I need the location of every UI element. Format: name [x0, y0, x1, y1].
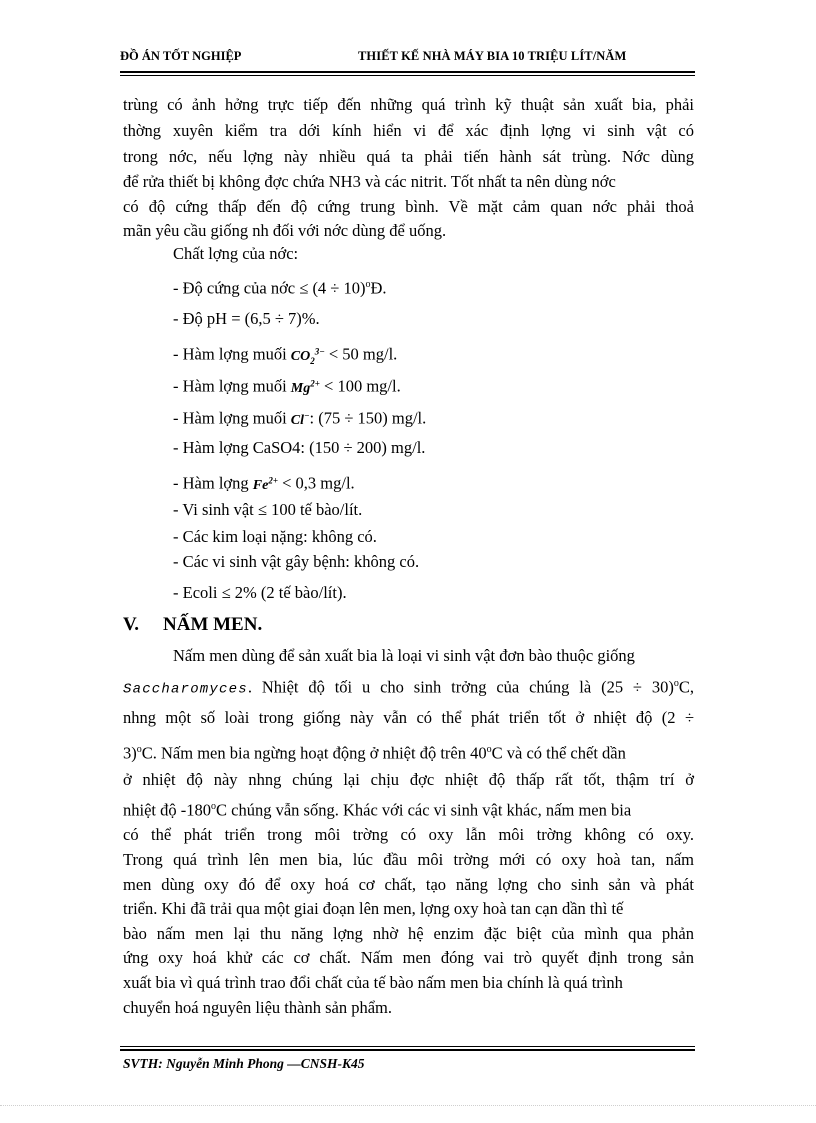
page-footer: SVTH: Nguyễn Minh Phong —CNSH-K45 [123, 1056, 365, 1071]
quality-item-co2: - Hàm lợng muối $CO_2^{3-} < 50$ mg/l. [173, 344, 398, 366]
mg-ion-formula: $Mg^{2+}$ [290, 378, 320, 396]
genus-name: Saccharomyces [123, 681, 248, 698]
co3-ion-formula: $CO_2^{3-}$ [290, 346, 325, 366]
intro-line: mãn yêu cầu giống nh đối với nớc dùng để uống. [123, 221, 447, 240]
yeast-line: nhng một số loài trong giống này vẫn có thể phát triển tốt ở nhiệt độ (2 ÷ [123, 708, 694, 727]
yeast-line: có thể phát triển trong môi trờng có oxy lẫn môi trờng không có oxy. [123, 825, 694, 844]
yeast-line: triển. Khi đã trải qua một giai đoạn lên men, lợng oxy hoà tan cạn dần thì tế [123, 899, 624, 918]
quality-item-caso4: - Hàm lợng CaSO4: (150 ÷ 200) mg/l. [173, 438, 426, 457]
quality-item-microbes: - Vi sinh vật ≤ 100 tế bào/lít. [173, 500, 363, 519]
page-bottom-dotted-rule [0, 1105, 816, 1106]
quality-item-hardness: - Độ cứng của nớc ≤ $(4 \div 10)^oĐ$. [173, 278, 387, 298]
yeast-line: ứng oxy hoá khử các cơ chất. Nấm men đóng vai trò quyết định trong sản [123, 948, 694, 967]
quality-item-ecoli: - Ecoli ≤ 2% (2 tế bào/lít). [173, 583, 347, 602]
header-rule-thick [120, 71, 695, 73]
quality-item-ph: - Độ pH = (6,5 ÷ 7)%. [173, 309, 320, 328]
section-title: NẤM MEN. [163, 614, 263, 635]
footer-rule-thick [120, 1049, 695, 1051]
quality-heading: Chất lợng của nớc: [173, 244, 299, 263]
yeast-line: bào nấm men lại thu năng lợng nhờ hệ enzim đặc biệt của mình qua phản [123, 924, 694, 943]
footer-rule-thin [120, 1046, 695, 1047]
section-heading [123, 614, 262, 636]
header-right: THIẾT KẾ NHÀ MÁY BIA 10 TRIỆU LÍT/NĂM [358, 49, 627, 63]
yeast-line: xuất bia vì quá trình trao đổi chất của tế bào nấm men bia chính là quá trình [123, 973, 623, 992]
header-left: ĐỒ ÁN TỐT NGHIỆP [120, 49, 242, 63]
yeast-line: Nấm men dùng để sản xuất bia là loại vi sinh vật đơn bào thuộc giống [173, 646, 635, 665]
yeast-line: nhiệt độ -180$^o$C chúng vẫn sống. Khác với các vi sinh vật khác, nấm men bia [123, 800, 632, 820]
intro-line: trong nớc, nếu lợng này nhiều quá ta phải tiến hành sát trùng. Nớc dùng [123, 147, 694, 166]
header-rule-thin [120, 75, 695, 76]
intro-line: trùng có ảnh hởng trực tiếp đến những quá trình kỹ thuật sản xuất bia, phải [123, 95, 694, 114]
intro-line: có độ cứng thấp đến độ cứng trung bình. Về mặt cảm quan nớc phải thoả [123, 197, 694, 216]
quality-item-pathogens: - Các vi sinh vật gây bệnh: không có. [173, 552, 420, 571]
fe-ion-formula: $Fe^{2+}$ [252, 475, 278, 493]
yeast-line: Trong quá trình lên men bia, lúc đầu môi trờng mới có oxy hoà tan, nấm [123, 850, 694, 869]
intro-line: thờng xuyên kiểm tra dới kính hiển vi để xác định lợng vi sinh vật có [123, 121, 694, 140]
yeast-line: men dùng oxy đó để oxy hoá cơ chất, tạo năng lợng cho sinh sản và phát [123, 875, 694, 894]
intro-line: để rửa thiết bị không đợc chứa NH3 và các nitrit. Tốt nhất ta nên dùng nớc [123, 172, 616, 191]
yeast-line: Saccharomyces. Nhiệt độ tối u cho sinh trởng của chúng là $(25 \div 30)^oC$, [123, 677, 694, 698]
yeast-line: chuyển hoá nguyên liệu thành sản phẩm. [123, 998, 392, 1017]
page-header [120, 49, 695, 69]
quality-item-metals: - Các kim loại nặng: không có. [173, 527, 377, 546]
cl-ion-formula: Cl− [290, 410, 310, 428]
quality-item-fe: - Hàm lợng $Fe^{2+} < 0,3$ mg/l. [173, 473, 355, 493]
quality-item-mg: - Hàm lợng muối $Mg^{2+} < 100$ mg/l. [173, 376, 401, 396]
yeast-line: ở nhiệt độ này nhng chúng lại chịu đợc nhiệt độ thấp rất tốt, thậm trí ở [123, 770, 694, 789]
section-number: V. [123, 614, 140, 635]
yeast-line: 3)$^o$C. Nấm men bia ngừng hoạt động ở nhiệt độ trên 40$^o$C và có thể chết dần [123, 743, 626, 763]
quality-item-cl: - Hàm lợng muối Cl−: (75 ÷ 150) mg/l. [173, 408, 427, 428]
